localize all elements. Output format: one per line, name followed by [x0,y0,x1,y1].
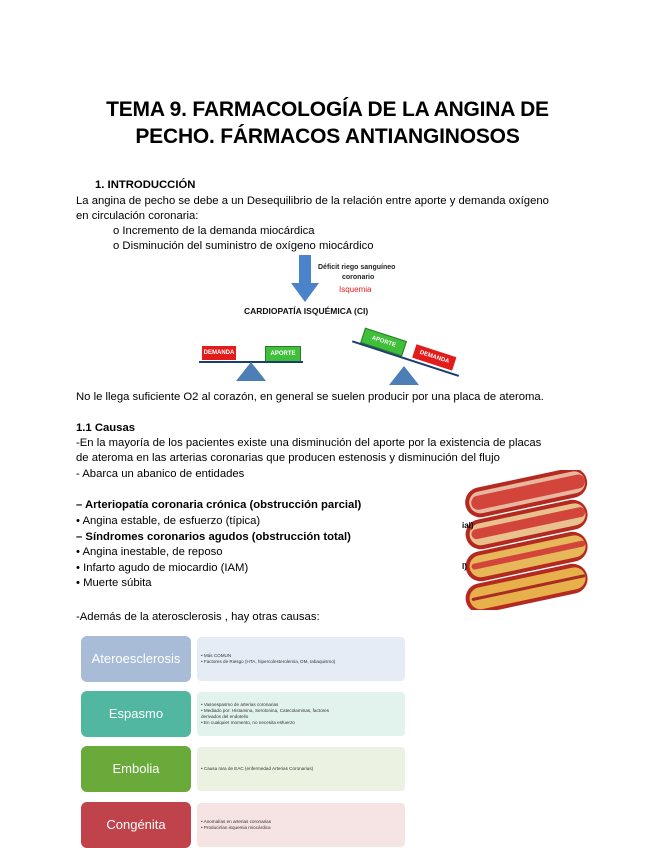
deficit-line-1: Déficit riego sanguíneo [318,264,396,271]
cause-description-line: • Vasoespasmo de arterias coronarias [201,702,279,707]
intro-heading: 1. INTRODUCCIÓN [95,179,196,191]
title-line-1: TEMA 9. FARMACOLOGÍA DE LA ANGINA DE [106,98,549,121]
cause-description-line: • Producirían isquemia miocárdica [201,825,271,830]
cause-label-1: Espasmo [81,691,191,737]
right-demanda-box: DEMANDA [412,344,456,370]
cause-description-0 [197,637,405,681]
intro-bullet-2: o Disminución del suministro de oxígeno miocárdico [113,240,374,252]
isquemia-label: Isquemia [339,285,372,294]
cause-description-line: • Factores de Riesgo (HTA, hipercolesterolemia, DM, tabaquismo) [201,659,336,664]
cause-description-line: • Anomalías en arterias coronarias [201,819,272,824]
title-line-2: PECHO. FÁRMACOS ANTIANGINOSOS [135,125,520,148]
diagram-title: CARDIOPATÍA ISQUÉMICA (CI) [244,306,369,316]
left-fulcrum-icon [236,362,266,382]
agudos-heading: – Síndromes coronarios agudos (obstrucción total) [76,531,351,543]
cause-description-3 [197,803,405,847]
cronica-item: • Angina estable, de esfuerzo (típica) [76,515,261,527]
right-fulcrum-icon [389,366,419,386]
cause-label-3: Congénita [81,802,191,848]
intro-para-line1: La angina de pecho se debe a un Desequilibrio de la relación entre aporte y demanda oxígeno [76,195,549,207]
cause-description-line: • En cualquier momento, no necesita esfuerzo [201,720,295,725]
cause-description-line: • Causa rara de EAC (enfermedad Arterias Coronarias) [201,766,314,771]
otras-causas-line: -Además de la aterosclerosis , hay otras causas: [76,611,320,623]
cause-label-2: Embolia [81,746,191,792]
left-aporte-box: APORTE [265,346,301,362]
causas-heading: 1.1 Causas [76,422,136,434]
cause-description-line: • Más COMUN [201,653,232,658]
page-title [60,96,595,150]
image-fragment-2: l) [462,562,467,571]
cause-description-1 [197,692,405,736]
o2-line: No le llega suficiente O2 al corazón, en general se suelen producir por una placa de ateroma. [76,391,544,403]
cronica-heading: – Arteriopatía coronaria crónica (obstrucción parcial) [76,499,362,511]
causas-line-3: - Abarca un abanico de entidades [76,468,245,480]
intro-para-line2: en circulación coronaria: [76,210,199,222]
cause-description-2 [197,747,405,791]
cause-label-0: Ateroesclerosis [81,636,191,682]
intro-bullet-1: o Incremento de la demanda miocárdica [113,225,315,237]
cause-description-line: • Mediado por: Histamina, Serotonina, Catecolaminas, factores [201,708,329,713]
causas-line-1: -En la mayoría de los pacientes existe una disminución del aporte por la existencia de placas [76,437,542,449]
agudos-item-1: • Angina inestable, de reposo [76,546,223,558]
causas-line-2: de ateroma en las arterias coronarias que producen estenosis y disminución del flujo [76,452,500,464]
right-aporte-box: APORTE [360,328,407,357]
deficit-line-2: coronario [342,274,375,281]
image-fragment-1: ial) [462,521,474,530]
agudos-item-3: • Muerte súbita [76,577,152,589]
agudos-item-2: • Infarto agudo de miocardio (IAM) [76,562,249,574]
cause-description-line: derivados del endotelio [201,714,249,719]
left-demanda-box: DEMANDA [202,346,236,360]
down-arrow-icon [290,255,320,303]
artery-stenosis-image [460,470,588,610]
